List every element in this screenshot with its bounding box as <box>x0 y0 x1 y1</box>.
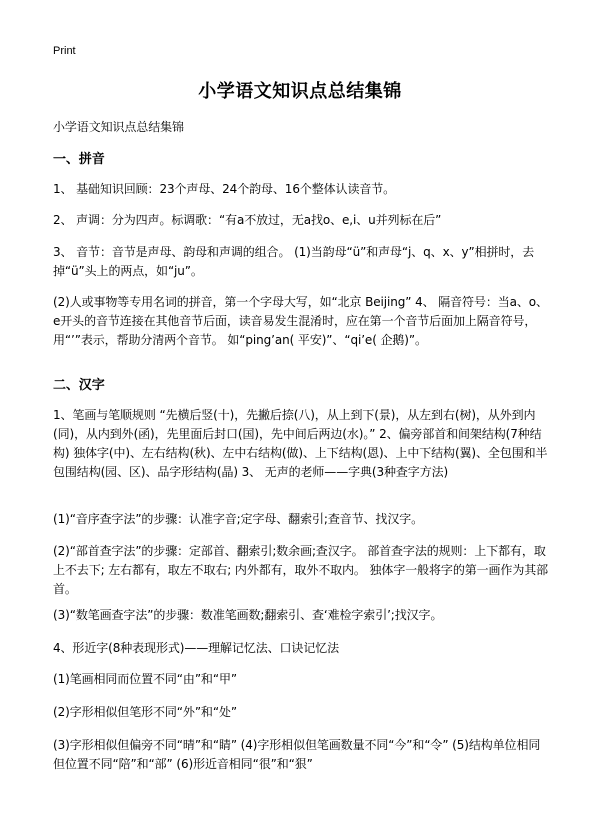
paragraph: (3)字形相似但偏旁不同“晴”和“睛” (4)字形相似但笔画数量不同“今”和“令” (5)结构单位相同但位置不同“陪”和“部” (6)形近音相同“很”和“狠” <box>53 738 541 771</box>
paragraph: 3、 音节：音节是声母、韵母和声调的组合。 (1)当韵母“ü”和声母“j、q、x、y”相拼时，去掉“ü”头上的两点，如“ju”。 <box>53 245 535 278</box>
paragraph: (2)“部首查字法”的步骤：定部首、翻索引;数余画;查汉字。 部首查字法的规则：上下都有，取上不去下; 左右都有，取左不取右; 内外都有，取外不取内。 独体字一般将字的第一画作为其部首。 <box>53 544 549 596</box>
document-subtitle: 小学语文知识点总结集锦 <box>53 120 184 134</box>
page-title: 小学语文知识点总结集锦 <box>198 81 402 102</box>
paragraph: (1)“音序查字法”的步骤：认准字音;定字母、翻索引;查音节、找汉字。 <box>53 512 424 526</box>
print-link[interactable]: Print <box>53 45 76 57</box>
paragraph: (2)字形相似但笔形不同“外”和“处” <box>53 705 237 719</box>
paragraph: 1、 基础知识回顾：23个声母、24个韵母、16个整体认读音节。 <box>53 182 396 196</box>
paragraph: 2、 声调：分为四声。标调歌：“有a不放过，无a找o、e,i、u并列标在后” <box>53 213 442 227</box>
paragraph: (3)“数笔画查字法”的步骤：数准笔画数;翻索引、查‘难检字索引’;找汉字。 <box>53 608 443 622</box>
section-heading-hanzi: 二、汉字 <box>53 378 105 393</box>
paragraph: 1、笔画与笔顺规则 “先横后竖(十)，先撇后捺(八)，从上到下(景)，从左到右(树)，从外到内(同)，从内到外(函)，先里面后封口(国)，先中间后两边(水)。” 2、偏旁部首和间架结构(7种结构) 独体字(中)、左右结构(秋)、左中右结构(做)、上下结构(恩)、上中下结构(翼)、全包围和半包围结构(园、区)、品字形结构(晶) 3、 无声的老师——字典(3种查字方法) <box>53 408 548 479</box>
paragraph: (2)人或事物等专用名词的拼音，第一个字母大写，如“北京 Beijing” 4、 隔音符号：当a、o、e开头的音节连接在其他音节后面，读音易发生混淆时，应在第一个音节后面加上隔音符号，用“’”表示，帮助分清两个音节。 如“ping’an( 平安)”、“qi’e( 企鹅)”。 <box>53 295 548 347</box>
paragraph: 4、形近字(8种表现形式)——理解记忆法、口诀记忆法 <box>53 641 340 655</box>
paragraph: (1)笔画相同而位置不同“由”和“甲” <box>53 672 237 686</box>
section-heading-pinyin: 一、拼音 <box>53 152 105 167</box>
